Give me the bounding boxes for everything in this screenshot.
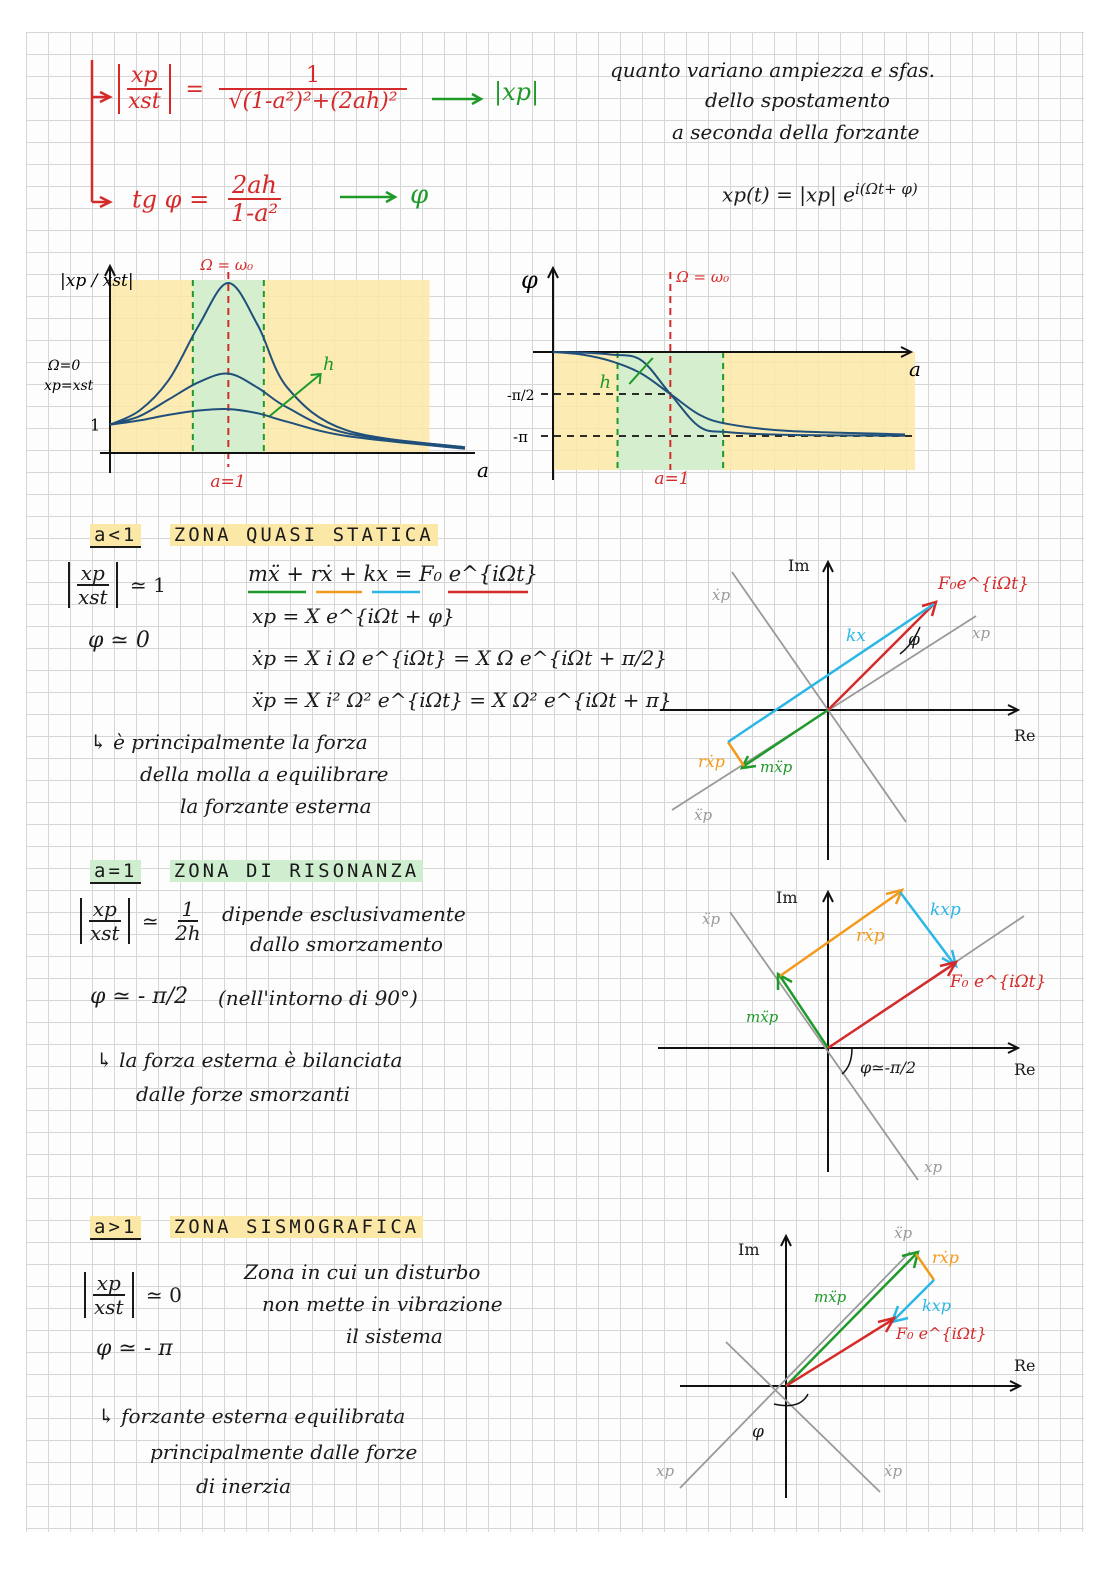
phase-num: 2ah [228,172,281,200]
amp-xlabel: a [477,458,489,482]
seis-label-force: F₀ e^{iΩt} [896,1324,987,1343]
res-label-phi: φ≃-π/2 [860,1058,917,1077]
res-note-1: ↳ la forza esterna è bilanciata [96,1048,403,1072]
seis-label-xddot: ẍp [894,1224,913,1242]
seismo-condition: a>1 [90,1216,141,1240]
seis-note-2: principalmente dalle forze [150,1440,418,1464]
phase-ylabel: φ [521,266,538,294]
seis-ratio-den: xst [94,1295,124,1319]
amp-annot-omega: Ω = ω₀ [200,256,254,274]
seis-desc-1: Zona in cui un disturbo [244,1260,481,1284]
xp-of-t: xp(t) = |xp| e [722,182,855,207]
amp-annot-a1: a=1 [210,472,246,492]
amplitude-formula: $\frac{xp}{\text{xst}}$ = $\frac{1}{\text{√(1-a²)²+(2ah)²}}$ [118,64,407,114]
qs-eq-xp: xp = X e^{iΩt + φ} [252,604,455,628]
qs-eq-main: mẍ + rẋ + kx = F₀ e^{iΩt} [248,562,539,586]
qs-ratio-den: xst [78,585,108,609]
phase-annot-a1: a=1 [654,469,690,489]
seis-ratio-num: xp [93,1272,125,1296]
seis-label-mxp: mẍp [814,1288,847,1306]
phase-annot-h: h [599,372,612,393]
seis-desc-2: non mette in vibrazione [262,1292,503,1316]
res-ratio-2h: 2h [175,921,201,945]
res-label-kxp: kxp [930,900,961,920]
qs-label-force: F₀e^{iΩt} [938,574,1029,594]
resonance-title: ZONA DI RISONANZA [170,860,423,882]
res-phi-note: (nell'intorno di 90°) [218,986,418,1010]
qs-ratio-val: ≃ 1 [129,573,166,597]
res-label-rxp: rẋp [856,926,885,946]
seis-ratio-val: ≃ 0 [145,1283,182,1307]
res-im-label: Im [776,888,798,907]
qs-label-xp: xp [972,624,991,642]
seis-label-xdot: ẋp [884,1462,903,1480]
res-desc-2: dallo smorzamento [250,932,443,956]
phase-den: 1-a² [230,199,279,228]
phase-xlabel: a [909,357,921,381]
amp-annot-one: 1 [90,415,101,435]
seis-re-label: Re [1014,1356,1036,1375]
qs-note-1: ↳ è principalmente la forza [90,730,368,754]
note-line-3: a seconda della forzante [672,120,920,144]
seis-label-xp: xp [656,1462,675,1480]
resonance-condition: a=1 [90,860,141,884]
seis-label-rxp: rẋp [932,1248,959,1267]
amp-result: |xp| [494,78,540,106]
phase-lhs: tg φ = [132,185,210,214]
qs-eq-xddot: ẍp = X i² Ω² e^{iΩt} = X Ω² e^{iΩt + π} [252,688,672,712]
phase-annot-omega: Ω = ω₀ [676,268,730,286]
qs-note-2: della molla a equilibrare [140,762,389,786]
phase-annot-half-pi: -π/2 [507,388,535,404]
amp-rhs-num: 1 [219,64,407,90]
res-ratio-num: xp [89,898,121,922]
seis-label-kxp: kxp [922,1296,951,1315]
amp-annot-h: h [323,354,335,375]
phase-result: φ [410,180,429,210]
seis-phi: φ ≃ - π [96,1336,173,1361]
seismo-title: ZONA SISMOGRAFICA [170,1216,423,1238]
seis-label-phi: φ [752,1422,764,1442]
xp-exponent: i(Ωt+ φ) [854,180,918,198]
note-line-2: dello spostamento [705,88,890,112]
seis-note-3: di inerzia [196,1474,292,1498]
qs-eq-xdot: ẋp = X i Ω e^{iΩt} = X Ω e^{iΩt + π/2} [252,646,668,670]
res-ratio-approx: ≃ [141,909,159,933]
qs-re-label: Re [1014,726,1036,745]
qs-label-mxp: mẍp [760,758,793,776]
seis-note-1: ↳ forzante esterna equilibrata [98,1404,406,1428]
seis-desc-3: il sistema [346,1324,443,1348]
seis-im-label: Im [738,1240,760,1259]
quasi-static-condition: a<1 [90,524,141,548]
res-ratio-den: xst [90,921,120,945]
amp-lhs-num: xp [127,64,162,90]
amp-ylabel: |xp / xst| [60,271,134,291]
res-desc-1: dipende esclusivamente [222,902,466,926]
res-note-2: dalle forze smorzanti [136,1082,351,1106]
res-ratio-one: 1 [178,898,199,922]
qs-label-kx: kx [846,626,866,646]
quasi-static-title: ZONA QUASI STATICA [170,524,438,546]
res-label-mxp: mẍp [746,1008,779,1026]
qs-label-rxp: rẋp [698,752,725,771]
note-line-1: quanto variano ampiezza e sfas. [610,58,935,82]
res-label-xddot: ẍp [702,910,721,928]
qs-phi: φ ≃ 0 [88,628,150,653]
amp-rhs-den: √(1-a²)²+(2ah)² [228,89,398,115]
res-phi: φ ≃ - π/2 [90,984,189,1009]
res-re-label: Re [1014,1060,1036,1079]
amp-annot-omega0: Ω=0 [48,358,81,374]
phase-annot-pi: -π [513,428,528,446]
qs-label-xddot: ẍp [694,806,713,824]
res-label-xp: xp [924,1158,943,1176]
qs-label-xdot: ẋp [712,586,731,604]
qs-im-label: Im [788,556,810,575]
qs-ratio-num: xp [77,562,109,586]
qs-note-3: la forzante esterna [180,794,372,818]
amp-annot-xpxst: xp=xst [44,378,94,394]
res-label-force: F₀ e^{iΩt} [950,972,1047,992]
qs-label-phi: φ [908,630,920,650]
amp-lhs-den: xst [128,89,161,115]
